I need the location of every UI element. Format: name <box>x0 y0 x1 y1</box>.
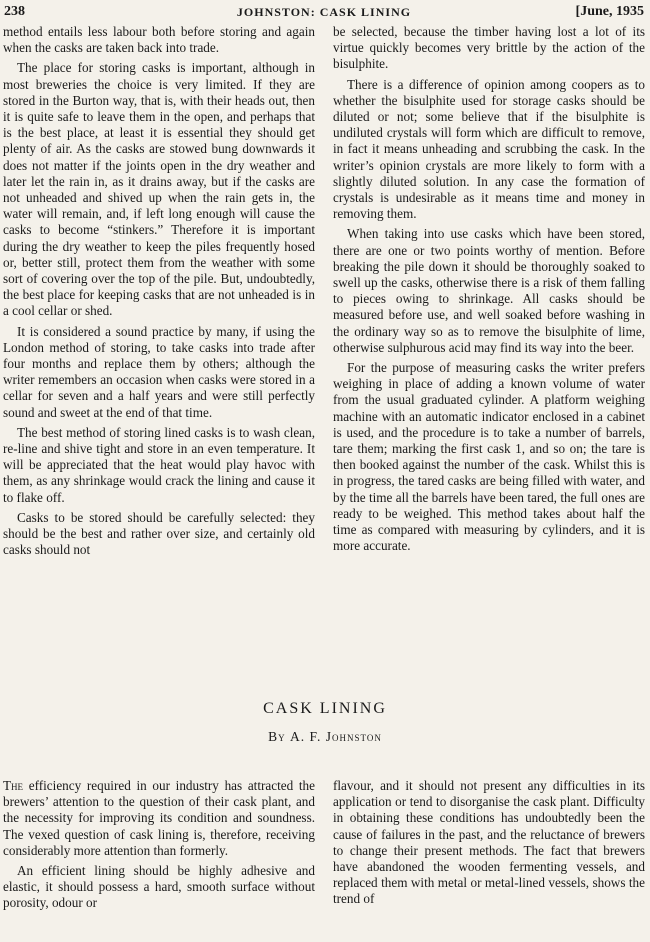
column-top-right <box>333 24 645 674</box>
paragraph: method entails less labour both before storing and again when the casks are taken back into trade. <box>3 24 315 56</box>
first-paragraph-text: efficiency required in our industry has attracted the brewers’ attention to the question of their cask plant, and the necessity for improving its condition and soundness. The vexed question of cask lining is, therefore, receiving considerably more attention than formerly. <box>3 778 315 858</box>
lead-word: The <box>3 778 24 793</box>
paragraph: It is considered a sound practice by many, if using the London method of storing, to take casks into trade after four months and replace them by others; although the writer remembers an occasion when casks were stored in a cellar for seven and a half years and were still perfectly sound and sweet at the end of that time. <box>3 323 315 420</box>
byline-prefix: By <box>268 729 286 744</box>
article-byline <box>0 729 650 745</box>
paragraph: The best method of storing lined casks is to wash clean, re-line and shive tight and store in an even temperature. It will be appreciated that the heat would play havoc with them, as any shrinkage would crack the lining and cause it to flake off. <box>3 424 315 505</box>
column-top-left <box>3 24 315 654</box>
issue-date: [June, 1935 <box>575 4 644 19</box>
paragraph: For the purpose of measuring casks the writer prefers weighing in place of adding a known volume of water from the usual graduated cylinder. A platform weighing machine with an automatic indicator enclosed in a cabinet is used, and the procedure is to take a number of barrels, tare them; marking the first cask 1, and so on; the tare is then booked against the number of the cask. Whilst this is in progress, the tared casks are being filled with water, and by the time all the barrels have been tared, the full ones are ready to be weighed. This method takes about half the time as compared with measuring by cylinders, and it is more accurate. <box>333 360 645 554</box>
paragraph: be selected, because the timber having lost a lot of its virtue quickly becomes very brittle by the action of the bisulphite. <box>333 24 645 72</box>
paragraph: When taking into use casks which have been stored, there are one or two points worthy of mention. Before breaking the pile down it should be thoroughly soaked to swell up the casks, otherwise there is a risk of them falling to pieces owing to shrinkage. All casks should be measured before use, and well soaked before washing in the ordinary way so as to remove the bisulphite of lime, otherwise sulphurous acid may find its way into the beer. <box>333 226 645 355</box>
paragraph: The place for storing casks is important, although in most breweries the choice is very limited. If they are stored in the Burton way, that is, with their heads out, then it is quite safe to leave them in the open, and perhaps that is the best place, at least it is essential they should get plenty of air. As the casks are stowed bung downwards it does not matter if the joints open in the dry weather and later let the rain in, as it drains away, but if the casks are not unheaded and shived up when the rain gets in, the water will remain, and, if left long enough will cause the casks to become “stinkers.” Therefore it is important during the dry weather to keep the piles frequently hosed or, better still, protect them from the weather with some sort of covering over the top of the pile. But, undoubtedly, the best place for keeping casks that are not unheaded is in a cool cellar or shed. <box>3 60 315 319</box>
paragraph: Casks to be stored should be carefully selected: they should be the best and rather over size, and certainly old casks should not <box>3 509 315 558</box>
first-paragraph <box>3 778 315 859</box>
running-title: JOHNSTON: CASK LINING <box>236 5 412 19</box>
paragraph: flavour, and it should not present any difficulties in its application or tend to disorganise the cask plant. Difficulty in obtaining these conditions has undoubtedly been the cause of failures in the past, and the reluctance of brewers to change their present methods. The fact that brewers have abandoned the wooden fermenting vessels, and replaced them with metal or metal-lined vessels, shows the trend of <box>333 778 645 907</box>
running-header <box>4 3 644 23</box>
paragraph: An efficient lining should be highly adhesive and elastic, it should possess a hard, smooth surface without porosity, odour or <box>3 863 315 911</box>
column-bottom-right <box>333 778 645 940</box>
byline-author: A. F. Johnston <box>290 729 382 744</box>
paragraph: There is a difference of opinion among coopers as to whether the bisulphite used for storage casks should be diluted or not; some believe that if the bisulphite is undiluted crystals will form which are difficult to remove, in fact it means unheading and scrubbing the cask. In the writer’s opinion crystals are more likely to form with a slightly diluted solution. In any case the formation of crystals is undesirable as it means time and money in removing them. <box>333 76 645 222</box>
column-bottom-left <box>3 778 315 940</box>
article-title: CASK LINING <box>263 700 387 717</box>
page-number: 238 <box>4 4 25 19</box>
